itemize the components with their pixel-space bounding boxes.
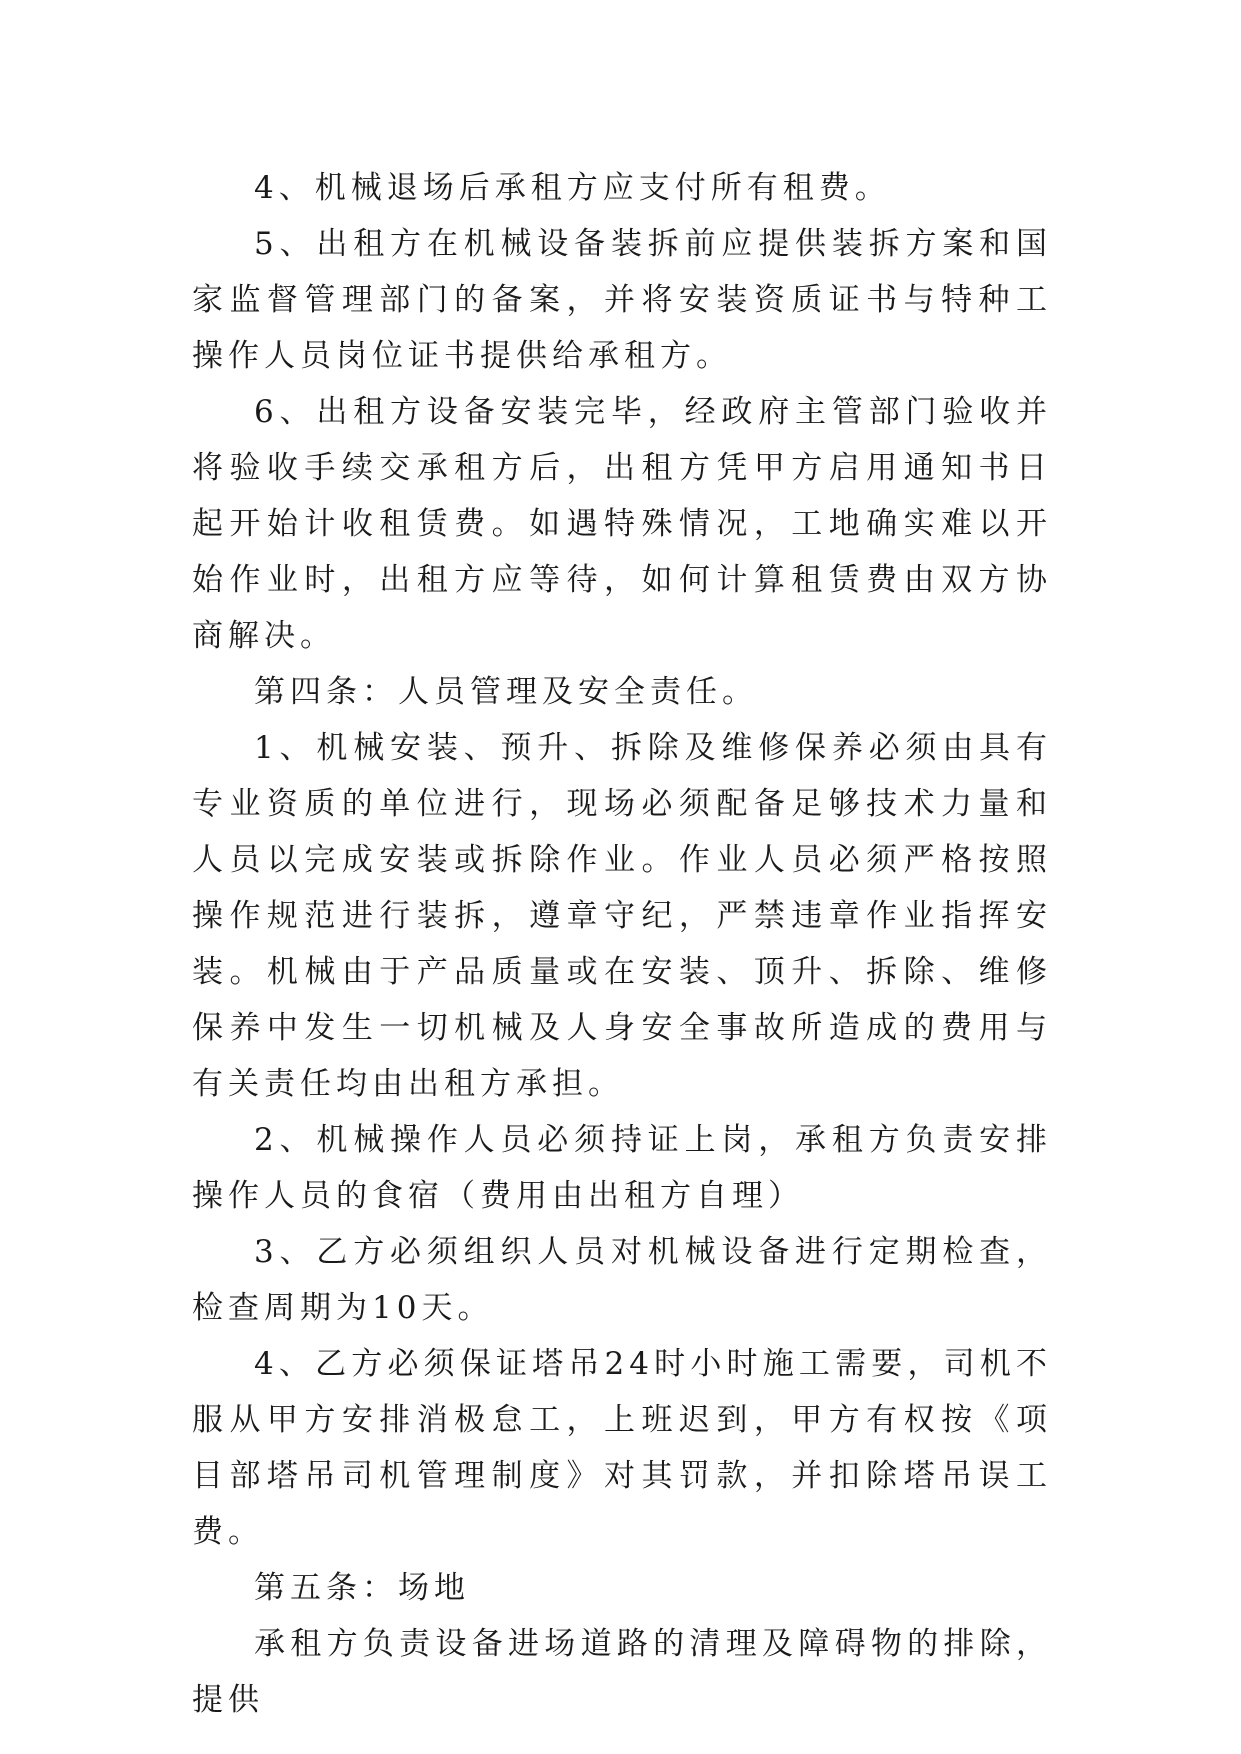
paragraph-clause-3-item-5: 5、出租方在机械设备装拆前应提供装拆方案和国家监督管理部门的备案，并将安装资质证书与特种工操作人员岗位证书提供给承租方。: [192, 226, 1052, 374]
paragraph-clause-4-item-2: 2、机械操作人员必须持证上岗，承租方负责安排操作人员的食宿（费用由出租方自理）: [192, 1122, 1052, 1214]
paragraph-clause-3-item-4: 4、机械退场后承租方应支付所有租费。: [254, 170, 891, 206]
paragraph-clause-4-item-4: 4、乙方必须保证塔吊24时小时施工需要，司机不服从甲方安排消极怠工，上班迟到，甲方有权按《项目部塔吊司机管理制度》对其罚款，并扣除塔吊误工费。: [192, 1346, 1052, 1550]
paragraph-clause-4-item-3: 3、乙方必须组织人员对机械设备进行定期检查，检查周期为10天。: [192, 1234, 1052, 1326]
paragraph-clause-5-body: 承租方负责设备进场道路的清理及障碍物的排除，提供: [192, 1626, 1052, 1718]
section-heading-clause-5: 第五条：场地: [254, 1570, 470, 1606]
paragraph-clause-4-item-1: 1、机械安装、预升、拆除及维修保养必须由具有专业资质的单位进行，现场必须配备足够技术力量和人员以完成安装或拆除作业。作业人员必须严格按照操作规范进行装拆，遵章守纪，严禁违章作业指挥安装。机械由于产品质量或在安装、顶升、拆除、维修保养中发生一切机械及人身安全事故所造成的费用与有关责任均由出租方承担。: [192, 730, 1052, 1102]
section-heading-clause-4: 第四条：人员管理及安全责任。: [254, 674, 758, 710]
paragraph-clause-3-item-6: 6、出租方设备安装完毕，经政府主管部门验收并将验收手续交承租方后，出租方凭甲方启用通知书日起开始计收租赁费。如遇特殊情况，工地确实难以开始作业时，出租方应等待，如何计算租赁费由双方协商解决。: [192, 394, 1052, 654]
document-page: [192, 160, 1052, 1728]
